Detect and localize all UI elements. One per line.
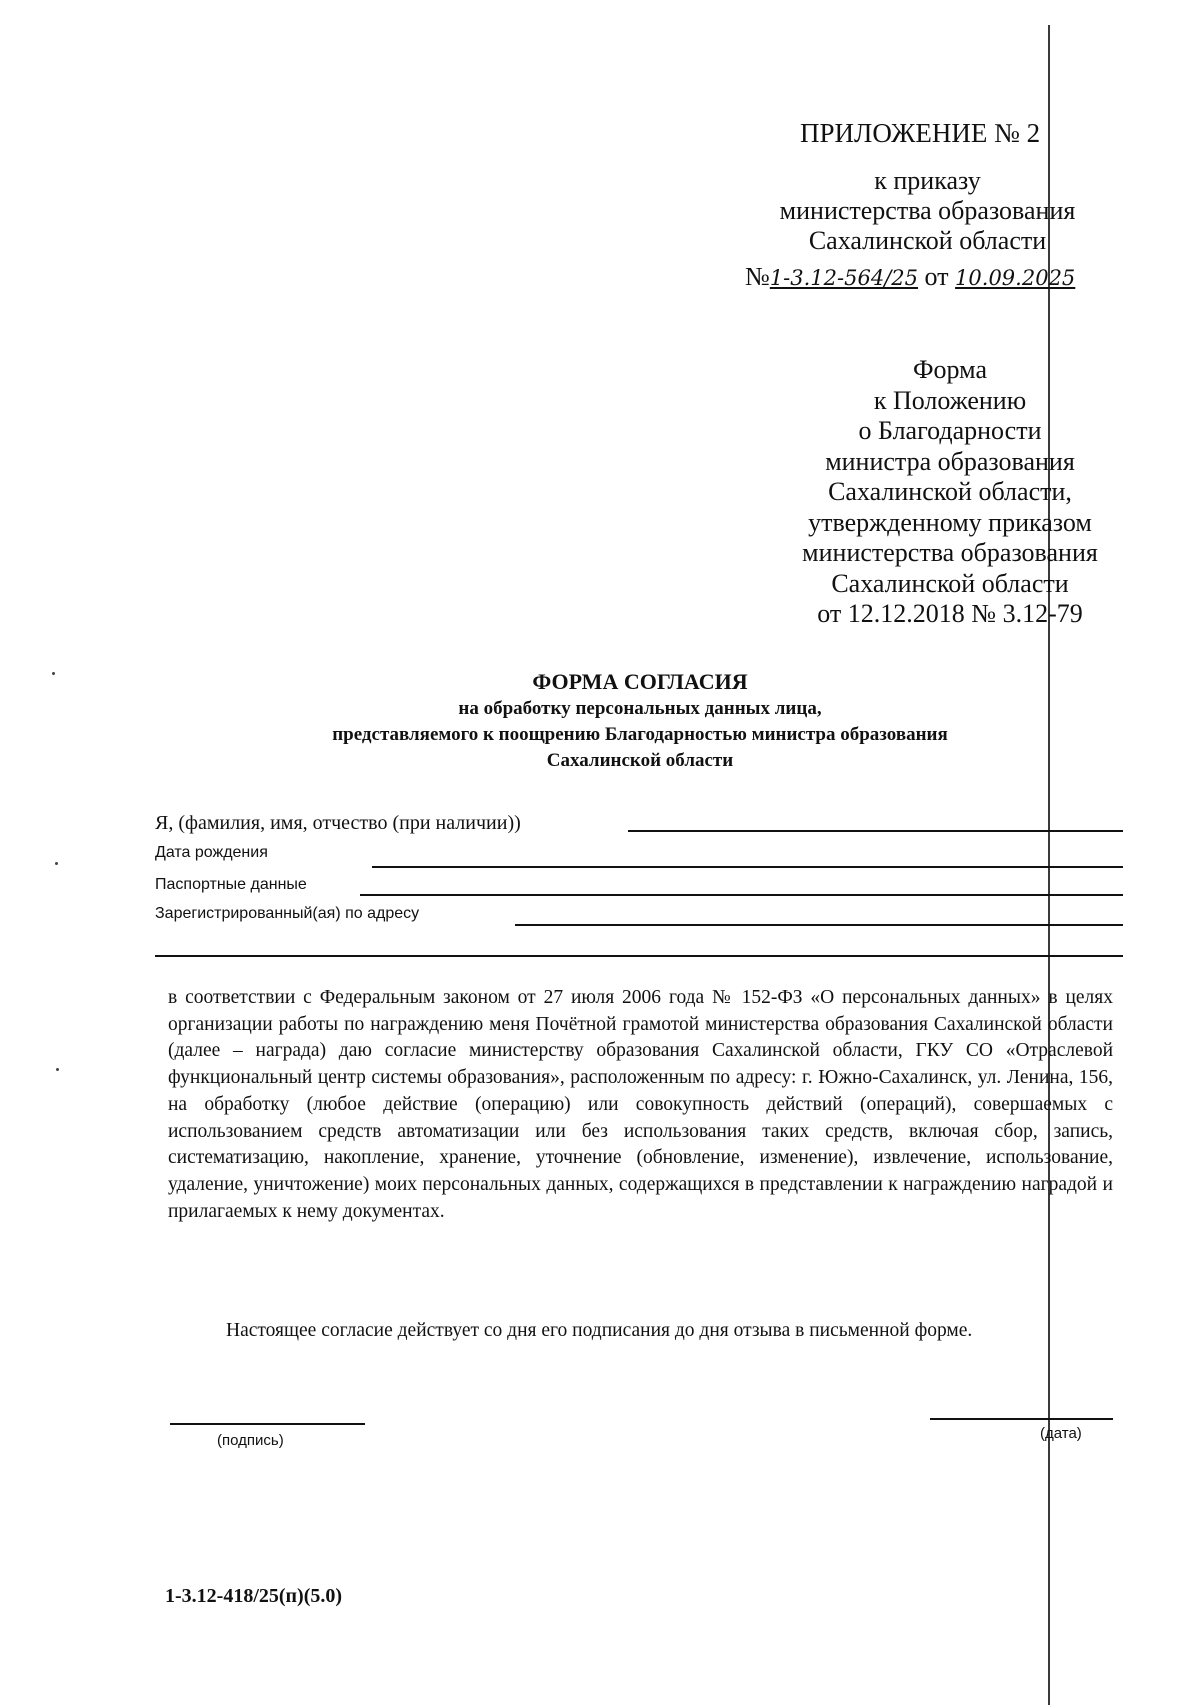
scan-speck — [56, 1068, 59, 1071]
form-ref-line: утвержденному приказом — [808, 507, 1092, 537]
annex-title: ПРИЛОЖЕНИЕ № 2 — [800, 118, 1041, 148]
form-ref-line: министра образования — [825, 446, 1075, 476]
form-ref-line: министерства образования — [802, 538, 1098, 567]
order-date: 10.09.2025 — [955, 266, 1076, 290]
signature-caption: (подпись) — [217, 1432, 284, 1449]
order-from-word: от — [924, 262, 949, 291]
title-main: ФОРМА СОГЛАСИЯ — [532, 669, 748, 694]
scan-speck — [52, 672, 55, 675]
signature-line[interactable] — [170, 1423, 365, 1425]
document-code: 1-3.12-418/25(п)(5.0) — [165, 1585, 343, 1607]
order-no-prefix: № — [745, 262, 770, 291]
annex-line-1: к приказу — [874, 166, 981, 195]
passport-input-line[interactable] — [360, 894, 1123, 896]
annex-line-3: Сахалинской области — [808, 226, 1047, 255]
dob-input-line[interactable] — [372, 866, 1123, 868]
title-line-3: представляемого к поощрению Благодарностью министра образования — [332, 724, 948, 745]
document-title — [160, 668, 1120, 774]
scan-speck — [55, 862, 58, 865]
validity-paragraph: Настоящее согласие действует со дня его подписания до дня отзыва в письменной форме. — [226, 1320, 973, 1341]
date-caption: (дата) — [1040, 1425, 1082, 1442]
form-ref-line: от 12.12.2018 № 3.12-79 — [817, 599, 1083, 628]
address-input-line-2[interactable] — [155, 955, 1123, 957]
consent-body — [168, 985, 1113, 1225]
passport-label: Паспортные данные — [155, 876, 307, 893]
form-reference-block — [780, 355, 1120, 630]
date-line[interactable] — [930, 1418, 1113, 1420]
dob-label: Дата рождения — [155, 844, 268, 861]
annex-line-2: министерства образования — [779, 196, 1076, 225]
form-ref-line: Сахалинской области, — [828, 477, 1072, 506]
title-line-4: Сахалинской области — [546, 750, 734, 771]
annex-order-ref — [755, 166, 1100, 256]
address-label: Зарегистрированный(ая) по адресу — [155, 905, 420, 922]
fio-label: Я, (фамилия, имя, отчество (при наличии)) — [155, 812, 521, 834]
order-number: 1-3.12-564/25 — [769, 266, 919, 290]
fio-input-line[interactable] — [628, 830, 1123, 832]
order-number-line — [745, 262, 1075, 292]
title-line-2: на обработку персональных данных лица, — [458, 698, 822, 719]
consent-paragraph: в соответствии с Федеральным законом от 27 июля 2006 года № 152-ФЗ «О персональных данных» в целях организации работы по награждению меня Почётной грамотой министерства образования Сахалинской области (далее – награда) даю согласие министерству образования Сахалинской области, ГКУ СО «Отраслевой функциональный центр системы образования», расположенным по адресу: г. Южно-Сахалинск, ул. Ленина, 156, на обработку (любое действие (операцию) или совокупность действий (операций), совершаемых с использованием средств автоматизации или без использования таких средств, включая сбор, запись, систематизацию, накопление, хранение, уточнение (обновление, изменение), извлечение, использование, удаление, уничтожение) моих персональных данных, содержащихся в представлении к награждению наградой и прилагаемых к нему документах. — [168, 987, 1113, 1222]
form-ref-line: о Благодарности — [858, 416, 1042, 445]
address-input-line[interactable] — [515, 924, 1123, 926]
form-ref-line: Форма — [913, 355, 987, 384]
form-ref-line: к Положению — [873, 385, 1027, 415]
consent-validity — [168, 1317, 1113, 1344]
form-ref-line: Сахалинской области — [831, 568, 1069, 598]
